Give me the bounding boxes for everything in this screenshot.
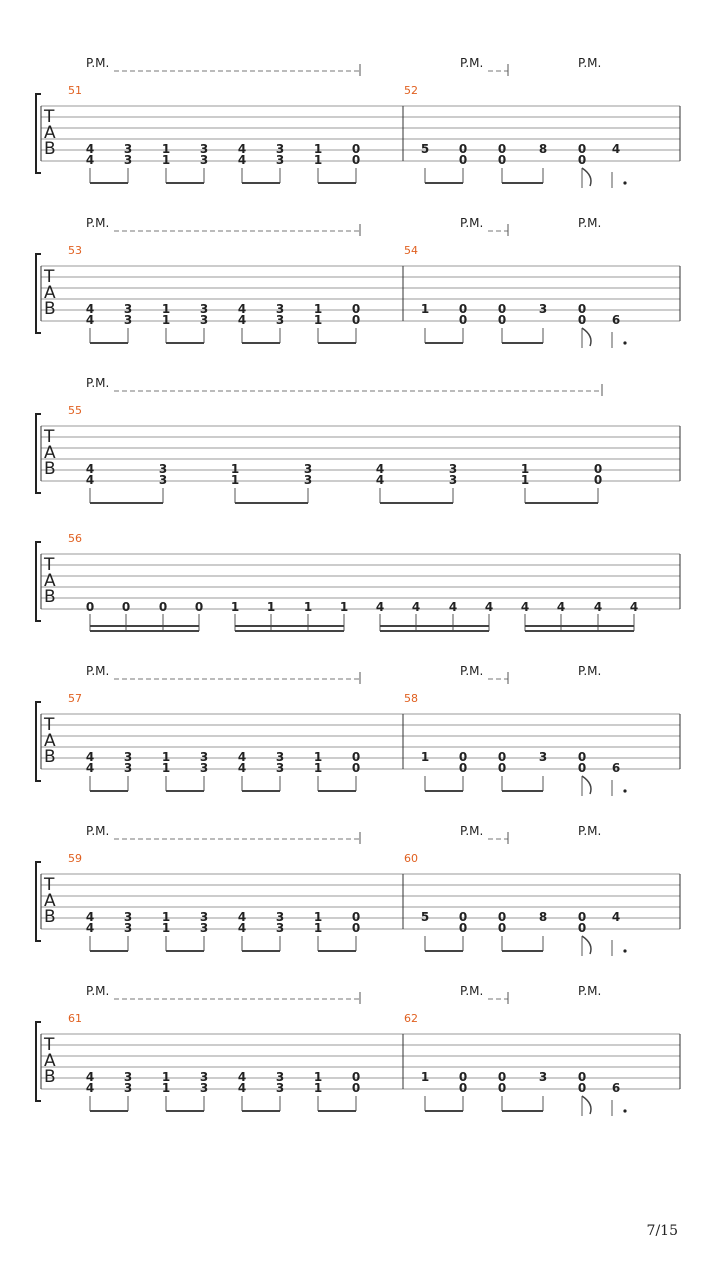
fret-number: 3 [199, 302, 209, 316]
tab-clef-letter: A [44, 443, 56, 463]
fret-number: 1 [313, 313, 323, 327]
palm-mute-label: P.M. [578, 216, 602, 230]
measure-number: 57 [68, 692, 82, 705]
fret-number: 0 [577, 302, 587, 316]
fret-number: 3 [275, 302, 285, 316]
fret-number: 3 [538, 302, 548, 316]
system-bracket [36, 94, 41, 173]
tab-systems [36, 56, 680, 1116]
fret-number: 4 [375, 473, 385, 487]
tab-clef-letter: B [44, 459, 56, 479]
fret-number: 0 [577, 153, 587, 167]
fret-number: 0 [577, 1070, 587, 1084]
fret-number: 4 [448, 600, 458, 614]
fret-number: 3 [123, 302, 133, 316]
fret-number: 8 [538, 910, 548, 924]
fret-number: 0 [497, 153, 507, 167]
fret-number: 4 [85, 1070, 95, 1084]
fret-number: 0 [351, 910, 361, 924]
fret-number: 0 [194, 600, 204, 614]
measure-number: 53 [68, 244, 82, 257]
fret-number: 1 [161, 761, 171, 775]
fret-number: 1 [420, 750, 430, 764]
fret-number: 0 [577, 313, 587, 327]
fret-number: 4 [237, 302, 247, 316]
tab-clef-letter: B [44, 299, 56, 319]
fret-number: 0 [497, 910, 507, 924]
palm-mute-label: P.M. [86, 664, 110, 678]
fret-number: 3 [275, 142, 285, 156]
fret-number: 3 [199, 153, 209, 167]
fret-number: 4 [237, 761, 247, 775]
tab-staff [36, 532, 680, 631]
fret-number: 0 [458, 750, 468, 764]
palm-mute-label: P.M. [86, 216, 110, 230]
tab-staff [36, 664, 680, 796]
fret-number: 4 [237, 313, 247, 327]
tab-clef-letter: B [44, 907, 56, 927]
fret-number: 3 [123, 921, 133, 935]
page-number: 7/15 [646, 1223, 678, 1239]
fret-number: 1 [313, 750, 323, 764]
fret-number: 1 [161, 750, 171, 764]
fret-number: 0 [351, 1070, 361, 1084]
fret-number: 1 [520, 462, 530, 476]
fret-number: 1 [161, 921, 171, 935]
measure-number: 60 [404, 852, 418, 865]
fret-number: 4 [85, 1081, 95, 1095]
fret-number: 4 [85, 761, 95, 775]
fret-number: 4 [85, 313, 95, 327]
fret-number: 3 [123, 313, 133, 327]
fret-number: 4 [237, 153, 247, 167]
fret-number: 4 [85, 921, 95, 935]
fret-number: 3 [123, 1070, 133, 1084]
tab-clef-letter: A [44, 731, 56, 751]
fret-number: 3 [123, 153, 133, 167]
fret-number: 1 [313, 910, 323, 924]
fret-number: 0 [497, 302, 507, 316]
measure-number: 59 [68, 852, 82, 865]
dot [623, 1109, 626, 1112]
note-flag [582, 328, 591, 346]
fret-number: 0 [351, 313, 361, 327]
fret-number: 0 [458, 153, 468, 167]
fret-number: 0 [458, 910, 468, 924]
dot [623, 949, 626, 952]
fret-number: 0 [158, 600, 168, 614]
fret-number: 3 [303, 462, 313, 476]
fret-number: 1 [303, 600, 313, 614]
fret-number: 4 [611, 910, 621, 924]
fret-number: 4 [375, 600, 385, 614]
tab-clef-letter: T [44, 1035, 55, 1055]
fret-number: 1 [313, 142, 323, 156]
system-bracket [36, 862, 41, 941]
system-bracket [36, 542, 41, 621]
fret-number: 3 [158, 473, 168, 487]
palm-mute-label: P.M. [578, 824, 602, 838]
fret-number: 0 [351, 750, 361, 764]
fret-number: 3 [199, 761, 209, 775]
fret-number: 3 [275, 1070, 285, 1084]
fret-number: 1 [420, 302, 430, 316]
measure-number: 54 [404, 244, 418, 257]
dot [623, 789, 626, 792]
fret-number: 3 [199, 142, 209, 156]
fret-number: 0 [458, 1081, 468, 1095]
tab-clef-letter: T [44, 875, 55, 895]
fret-number: 1 [230, 462, 240, 476]
fret-number: 0 [593, 462, 603, 476]
fret-number: 0 [351, 302, 361, 316]
fret-number: 4 [85, 910, 95, 924]
fret-number: 4 [85, 750, 95, 764]
fret-number: 1 [161, 910, 171, 924]
fret-number: 0 [351, 1081, 361, 1095]
dot [623, 181, 626, 184]
fret-number: 0 [458, 761, 468, 775]
tab-staff [36, 376, 680, 503]
fret-number: 3 [275, 153, 285, 167]
measure-number: 56 [68, 532, 82, 545]
fret-number: 3 [158, 462, 168, 476]
tab-clef-letter: T [44, 427, 55, 447]
fret-number: 3 [123, 910, 133, 924]
fret-number: 3 [275, 313, 285, 327]
fret-number: 4 [520, 600, 530, 614]
fret-number: 4 [375, 462, 385, 476]
fret-number: 1 [161, 302, 171, 316]
palm-mute-label: P.M. [460, 216, 484, 230]
fret-number: 3 [538, 750, 548, 764]
fret-number: 3 [199, 921, 209, 935]
fret-number: 1 [230, 600, 240, 614]
fret-number: 3 [199, 750, 209, 764]
tab-clef-letter: B [44, 139, 56, 159]
fret-number: 4 [237, 910, 247, 924]
fret-number: 1 [266, 600, 276, 614]
fret-number: 3 [275, 1081, 285, 1095]
tab-clef-letter: A [44, 283, 56, 303]
note-flag [582, 1096, 591, 1114]
fret-number: 1 [313, 1081, 323, 1095]
measure-number: 51 [68, 84, 82, 97]
fret-number: 1 [313, 761, 323, 775]
palm-mute-label: P.M. [460, 984, 484, 998]
fret-number: 6 [611, 761, 621, 775]
fret-number: 4 [237, 750, 247, 764]
fret-number: 0 [577, 910, 587, 924]
tab-clef-letter: T [44, 107, 55, 127]
note-flag [582, 936, 591, 954]
fret-number: 1 [230, 473, 240, 487]
fret-number: 4 [237, 142, 247, 156]
fret-number: 3 [123, 761, 133, 775]
fret-number: 4 [85, 473, 95, 487]
fret-number: 0 [497, 313, 507, 327]
fret-number: 3 [275, 761, 285, 775]
tab-staff [36, 216, 680, 348]
fret-number: 4 [237, 1081, 247, 1095]
fret-number: 4 [85, 153, 95, 167]
fret-number: 5 [420, 142, 430, 156]
fret-number: 4 [629, 600, 639, 614]
fret-number: 0 [497, 1081, 507, 1095]
fret-number: 3 [199, 910, 209, 924]
fret-number: 0 [577, 142, 587, 156]
fret-number: 0 [458, 142, 468, 156]
fret-number: 0 [351, 142, 361, 156]
tab-clef-letter: B [44, 1067, 56, 1087]
fret-number: 3 [199, 1081, 209, 1095]
palm-mute-label: P.M. [578, 56, 602, 70]
tab-clef-letter: B [44, 747, 56, 767]
fret-number: 0 [497, 921, 507, 935]
tab-clef-letter: T [44, 267, 55, 287]
palm-mute-label: P.M. [86, 56, 110, 70]
fret-number: 0 [458, 302, 468, 316]
tab-clef-letter: T [44, 555, 55, 575]
fret-number: 0 [458, 921, 468, 935]
tab-staff [36, 984, 680, 1116]
fret-number: 0 [458, 313, 468, 327]
fret-number: 0 [497, 750, 507, 764]
fret-number: 1 [520, 473, 530, 487]
fret-number: 1 [313, 921, 323, 935]
fret-number: 4 [237, 1070, 247, 1084]
fret-number: 3 [448, 473, 458, 487]
fret-number: 0 [577, 750, 587, 764]
fret-number: 3 [123, 1081, 133, 1095]
palm-mute-label: P.M. [460, 56, 484, 70]
fret-number: 0 [85, 600, 95, 614]
fret-number: 3 [275, 921, 285, 935]
palm-mute-label: P.M. [86, 984, 110, 998]
tab-clef-letter: B [44, 587, 56, 607]
tab-staff [36, 56, 680, 188]
fret-number: 1 [420, 1070, 430, 1084]
fret-number: 0 [351, 761, 361, 775]
fret-number: 0 [351, 153, 361, 167]
fret-number: 1 [161, 142, 171, 156]
fret-number: 8 [538, 142, 548, 156]
tab-clef-letter: A [44, 571, 56, 591]
tab-clef-letter: A [44, 891, 56, 911]
tab-clef-letter: A [44, 123, 56, 143]
fret-number: 0 [458, 1070, 468, 1084]
fret-number: 3 [448, 462, 458, 476]
fret-number: 3 [275, 750, 285, 764]
fret-number: 3 [123, 142, 133, 156]
fret-number: 1 [313, 1070, 323, 1084]
fret-number: 4 [85, 142, 95, 156]
fret-number: 4 [556, 600, 566, 614]
fret-number: 1 [161, 1081, 171, 1095]
measure-number: 62 [404, 1012, 418, 1025]
fret-number: 1 [161, 1070, 171, 1084]
measure-number: 52 [404, 84, 418, 97]
system-bracket [36, 1022, 41, 1101]
note-flag [582, 776, 591, 794]
fret-number: 0 [121, 600, 131, 614]
palm-mute-label: P.M. [460, 664, 484, 678]
fret-number: 0 [497, 1070, 507, 1084]
system-bracket [36, 702, 41, 781]
fret-number: 0 [351, 921, 361, 935]
fret-number: 6 [611, 1081, 621, 1095]
fret-number: 0 [497, 142, 507, 156]
fret-number: 4 [484, 600, 494, 614]
system-bracket [36, 414, 41, 493]
fret-number: 0 [577, 921, 587, 935]
fret-number: 3 [538, 1070, 548, 1084]
fret-number: 1 [313, 302, 323, 316]
fret-number: 5 [420, 910, 430, 924]
fret-number: 3 [199, 1070, 209, 1084]
fret-number: 4 [611, 142, 621, 156]
fret-number: 0 [593, 473, 603, 487]
palm-mute-label: P.M. [86, 824, 110, 838]
palm-mute-label: P.M. [578, 664, 602, 678]
fret-number: 1 [313, 153, 323, 167]
fret-number: 1 [161, 313, 171, 327]
measure-number: 58 [404, 692, 418, 705]
tab-clef-letter: A [44, 1051, 56, 1071]
fret-number: 3 [275, 910, 285, 924]
fret-number: 4 [593, 600, 603, 614]
tab-clef-letter: T [44, 715, 55, 735]
fret-number: 1 [161, 153, 171, 167]
fret-number: 1 [339, 600, 349, 614]
tab-staff [36, 824, 680, 956]
fret-number: 4 [411, 600, 421, 614]
palm-mute-label: P.M. [460, 824, 484, 838]
measure-number: 61 [68, 1012, 82, 1025]
palm-mute-label: P.M. [578, 984, 602, 998]
fret-number: 3 [199, 313, 209, 327]
measure-number: 55 [68, 404, 82, 417]
fret-number: 3 [303, 473, 313, 487]
dot [623, 341, 626, 344]
note-flag [582, 168, 591, 186]
system-bracket [36, 254, 41, 333]
fret-number: 6 [611, 313, 621, 327]
fret-number: 3 [123, 750, 133, 764]
fret-number: 0 [577, 761, 587, 775]
palm-mute-label: P.M. [86, 376, 110, 390]
fret-number: 0 [497, 761, 507, 775]
fret-number: 4 [85, 302, 95, 316]
fret-number: 4 [85, 462, 95, 476]
fret-number: 0 [577, 1081, 587, 1095]
fret-number: 4 [237, 921, 247, 935]
